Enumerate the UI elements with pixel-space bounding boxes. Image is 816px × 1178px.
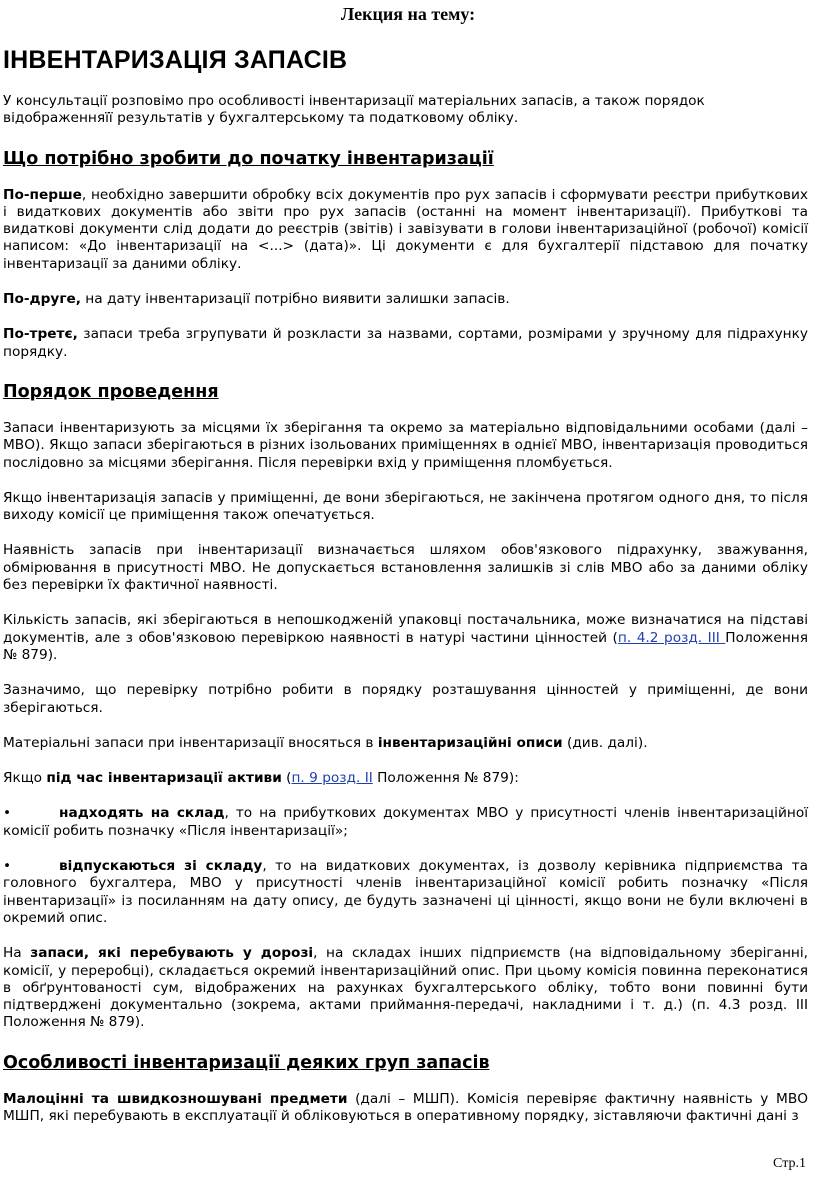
regulation-link-9-2[interactable]: п. 9 розд. ІІ [291, 770, 373, 787]
paragraph-second [3, 291, 808, 308]
paragraph-text: (див. далі). [562, 734, 648, 751]
paragraph-packaging [3, 612, 808, 664]
lecture-label: Лекция на тему: [340, 4, 476, 24]
paragraph-text: Матеріальні запаси при інвентаризації вносяться в [3, 734, 378, 751]
bullet-icon: • [3, 858, 12, 875]
section-heading-special-groups: Особливості інвентаризації деяких груп запасів [3, 1052, 490, 1073]
bullet-item-incoming [3, 805, 808, 840]
section-heading-preparation: Що потрібно зробити до початку інвентаризації [3, 148, 494, 169]
paragraph-bold: під час інвентаризації активи [46, 770, 282, 787]
regulation-link-4-2[interactable]: п. 4.2 розд. ІІІ [617, 629, 726, 646]
page-title: ІНВЕНТАРИЗАЦІЯ ЗАПАСІВ [3, 46, 348, 74]
paragraph-in-transit [3, 945, 808, 1031]
paragraph-first [3, 187, 808, 273]
paragraph-storage: Запаси інвентаризують за місцями їх зберігання та окремо за матеріально відповідальними особами (далі – МВО). Якщо запаси зберігаються в різних ізольованих приміщеннях в однієї МВО, інвентаризація проводиться послідовно за місцями зберігання. Після перевірки вхід у приміщення пломбується. [3, 419, 808, 471]
paragraph-counting: Наявність запасів при інвентаризації визначається шляхом обов'язкового підрахунку, зважування, обмірювання в присутності МВО. Не допускається встановлення залишків зі слів МВО або за даними обліку без перевірки їх фактичної наявності. [3, 542, 808, 594]
paragraph-text: , на складах інших підприємств (на відповідальному зберіганні, комісії, у переробці), складається окремий інвентаризаційний опис. При цьому комісія повинна переконатися в обґрунтованості сум, відображених на рахунках бухгалтерського обліку, тобто вони повинні бути підтверджені документально (зокрема, актами приймання-передачі, накладними і т. д.) (п. 4.3 розд. ІІІ Положення № 879). [3, 945, 809, 1031]
bullet-text: , то на видаткових документах, із дозволу керівника підприємства та головного бухгалтера, МВО у присутності членів інвентаризаційної комісії робить позначку «Після інвентаризації» із посиланням на дату опису, де будуть зазначені ці цінності, якщо вони не були включені в окремий опис. [3, 858, 809, 926]
paragraph-low-value-items [3, 1091, 808, 1126]
paragraph-text: на дату інвентаризації потрібно виявити залишки запасів. [80, 291, 510, 308]
paragraph-text: Положення № 879): [372, 770, 519, 787]
page-number: Стр.1 [773, 1156, 806, 1171]
paragraph-text: Якщо [3, 770, 47, 787]
bullet-text: , то на прибуткових документах МВО у присутності членів інвентаризаційної комісії робить позначку «Після інвентаризації»; [3, 805, 809, 839]
bullet-icon: • [3, 805, 12, 822]
paragraph-lead: По-третє, [3, 326, 78, 343]
paragraph-lead: По-перше [3, 186, 82, 203]
paragraph-text: Кількість запасів, які зберігаються в непошкодженій упаковці постачальника, може визначатися на підставі документів, але з обов'язковою перевіркою наявності в натурі частини цінностей ( [3, 612, 808, 646]
paragraph-descriptions [3, 735, 808, 752]
paragraph-third [3, 326, 808, 361]
section-heading-procedure: Порядок проведення [3, 381, 219, 402]
intro-paragraph: У консультації розповімо про особливості інвентаризації матеріальних запасів, а також порядок відображенняїї результатів у бухгалтерському та податковому обліку. [3, 93, 705, 127]
bullet-bold: відпускаються зі складу [59, 858, 263, 875]
bullet-bold: надходять на склад [59, 805, 225, 822]
bullet-item-outgoing [3, 858, 808, 927]
paragraph-text: (далі – МШП). Комісія перевіряє фактичну наявність у МВО МШП, які перебувають в експлуатації й обліковуються в оперативному порядку, зіставляючи фактичні дані з [3, 1090, 808, 1124]
paragraph-text: ( [281, 770, 292, 787]
paragraph-text: запаси треба згрупувати й розкласти за назвами, сортами, розмірами у зручному для підрахунку порядку. [3, 326, 808, 360]
paragraph-bold: запаси, які перебувають у дорозі [30, 945, 314, 962]
paragraph-assets [3, 770, 808, 787]
paragraph-lead: По-друге, [3, 291, 81, 308]
paragraph-bold: Малоцінні та швидкозношувані предмети [3, 1090, 348, 1107]
paragraph-text: Положення № 879). [3, 629, 808, 663]
paragraph-bold: інвентаризаційні описи [377, 734, 563, 751]
paragraph-text: На [3, 945, 31, 962]
paragraph-text: , необхідно завершити обробку всіх документів про рух запасів і сформувати реєстри прибуткових і видаткових документів або звіти про рух запасів (останні на момент інвентаризації). Прибуткові та видаткові документи слід додати до реєстрів (звітів) і завізувати в голови інвентаризаційної (робочої) комісії написом: «До інвентаризації на <...> (дата)». Ці документи є для бухгалтерії підставою для початку інвентаризації за даними обліку. [3, 186, 808, 272]
paragraph-sealing: Якщо інвентаризація запасів у приміщенні, де вони зберігаються, не закінчена протягом одного дня, то після виходу комісії це приміщення також опечатується. [3, 489, 808, 524]
paragraph-order: Зазначимо, що перевірку потрібно робити в порядку розташування цінностей у приміщенні, де вони зберігаються. [3, 682, 808, 716]
document-body [3, 93, 808, 1125]
